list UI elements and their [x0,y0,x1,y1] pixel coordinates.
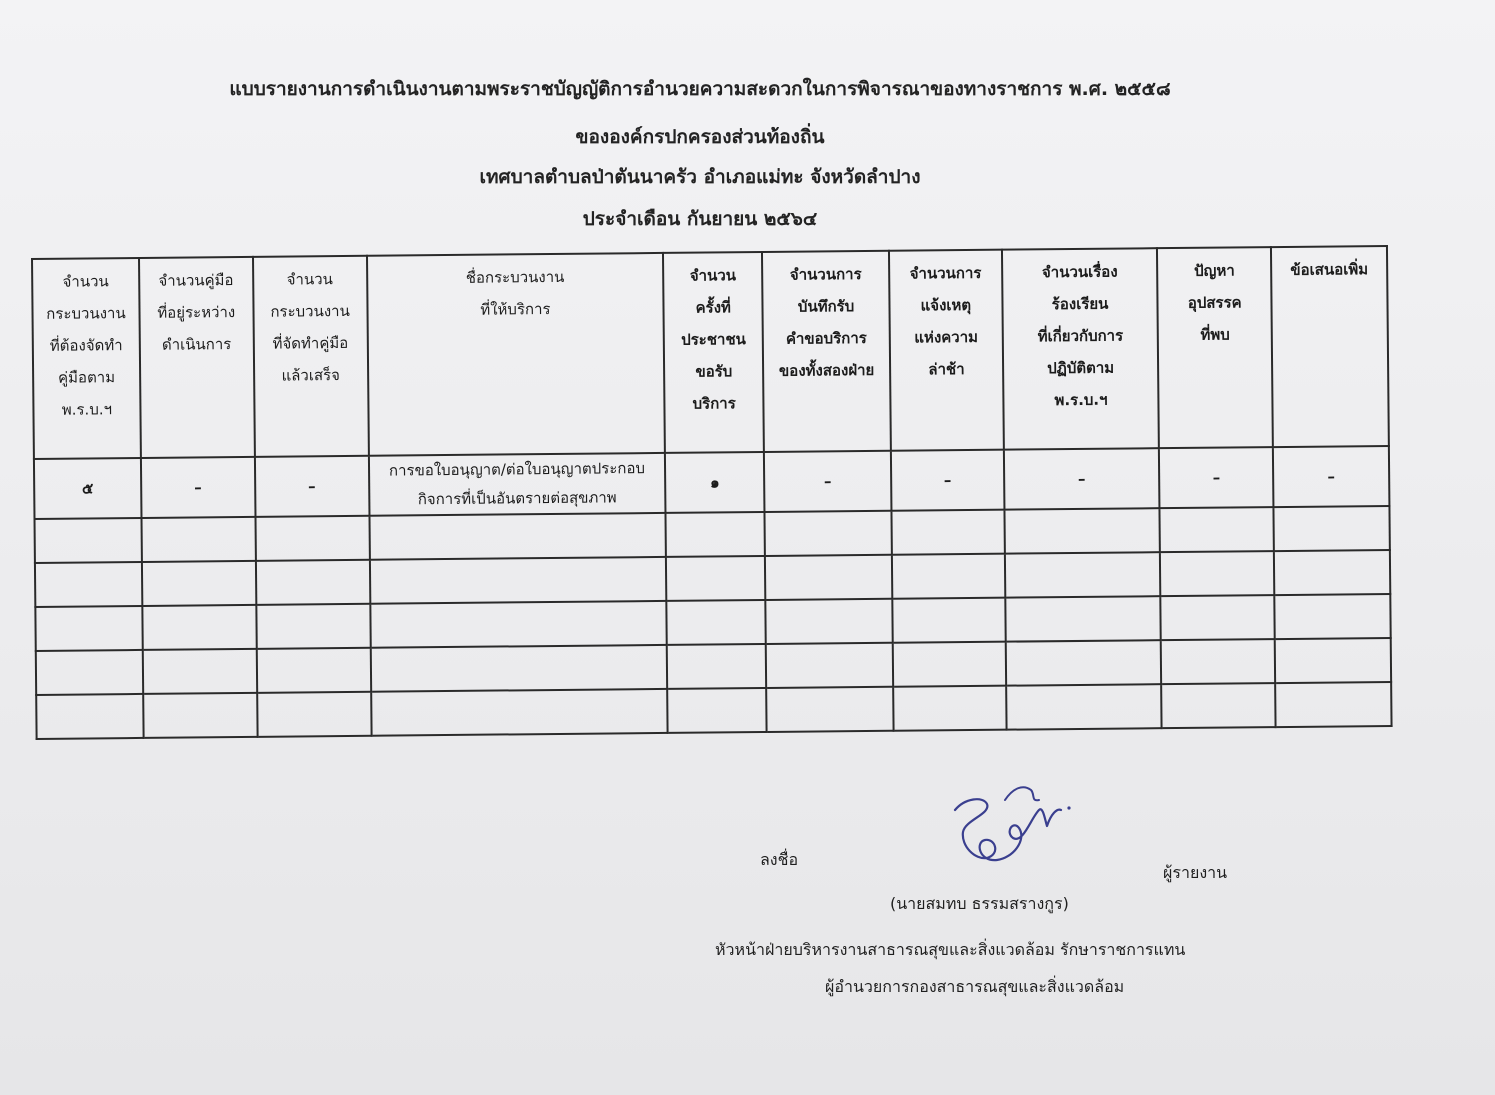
cell-process-name: การขอใบอนุญาต/ต่อใบอนุญาตประกอบ กิจการที่เป็นอันตรายต่อสุขภาพ [368,453,665,516]
signer-name: (นายสมทบ ธรรมสรางกูร) [890,894,1069,913]
cell-requests-recorded: – [764,451,891,512]
header-complaints: จำนวนเรื่อง ร้องเรียน ที่เกี่ยวกับการ ปฏิบัติตาม พ.ร.บ.ฯ [1002,248,1160,449]
header-suggestions: ข้อเสนอเพิ่ม [1271,246,1389,447]
cell-manuals-completed: – [255,456,369,517]
cell-suggestions: – [1273,446,1389,507]
signature-label: ลงชื่อ [760,850,799,869]
cell-service-requests: ๑ [665,452,764,513]
header-requests-recorded: จำนวนการ บันทึกรับ คำขอบริการ ของทั้งสองฝ่าย [762,251,891,452]
cell-processes-required: ๕ [34,458,141,519]
header-problems: ปัญหา อุปสรรค ที่พบ [1157,247,1273,448]
cell-manuals-in-progress: – [141,457,255,518]
report-title-line1: แบบรายงานการดำเนินงานตามพระราชบัญญัติการอำนวยความสะดวกในการพิจารณาของทางราชการ พ.ศ. ๒๕๕๘ [229,78,1171,100]
cell-complaints: – [1004,448,1160,509]
report-title-line3: เทศบาลตำบลป่าตันนาครัว อำเภอแม่ทะ จังหวัดลำปาง [479,166,921,188]
header-processes-required: จำนวน กระบวนงาน ที่ต้องจัดทำ คู่มือตาม พ.ร.บ.ฯ [32,258,141,459]
report-table [31,245,1393,740]
header-manuals-completed: จำนวน กระบวนงาน ที่จัดทำคู่มือ แล้วเสร็จ [253,256,369,457]
signer-position-line1: หัวหน้าฝ่ายบริหารงานสาธารณสุขและสิ่งแวดล้อม รักษาราชการแทน [715,940,1186,959]
handwritten-signature [935,780,1075,875]
header-service-requests: จำนวน ครั้งที่ ประชาชน ขอรับ บริการ [663,252,764,453]
reporter-role: ผู้รายงาน [1163,863,1228,882]
table-header-row [32,246,1389,459]
header-process-name: ชื่อกระบวนงาน ที่ให้บริการ [366,253,665,456]
signer-position-line2: ผู้อำนวยการกองสาธารณสุขและสิ่งแวดล้อม [825,977,1125,996]
report-title-line2: ขององค์กรปกครองส่วนท้องถิ่น [575,126,825,148]
report-title-line4: ประจำเดือน กันยายน ๒๕๖๔ [582,208,818,230]
cell-problems: – [1159,447,1273,508]
cell-delay-notices: – [891,450,1004,511]
header-manuals-in-progress: จำนวนคู่มือ ที่อยู่ระหว่าง ดำเนินการ [139,257,255,458]
header-delay-notices: จำนวนการ แจ้งเหตุ แห่งความ ล่าช้า [889,250,1004,451]
